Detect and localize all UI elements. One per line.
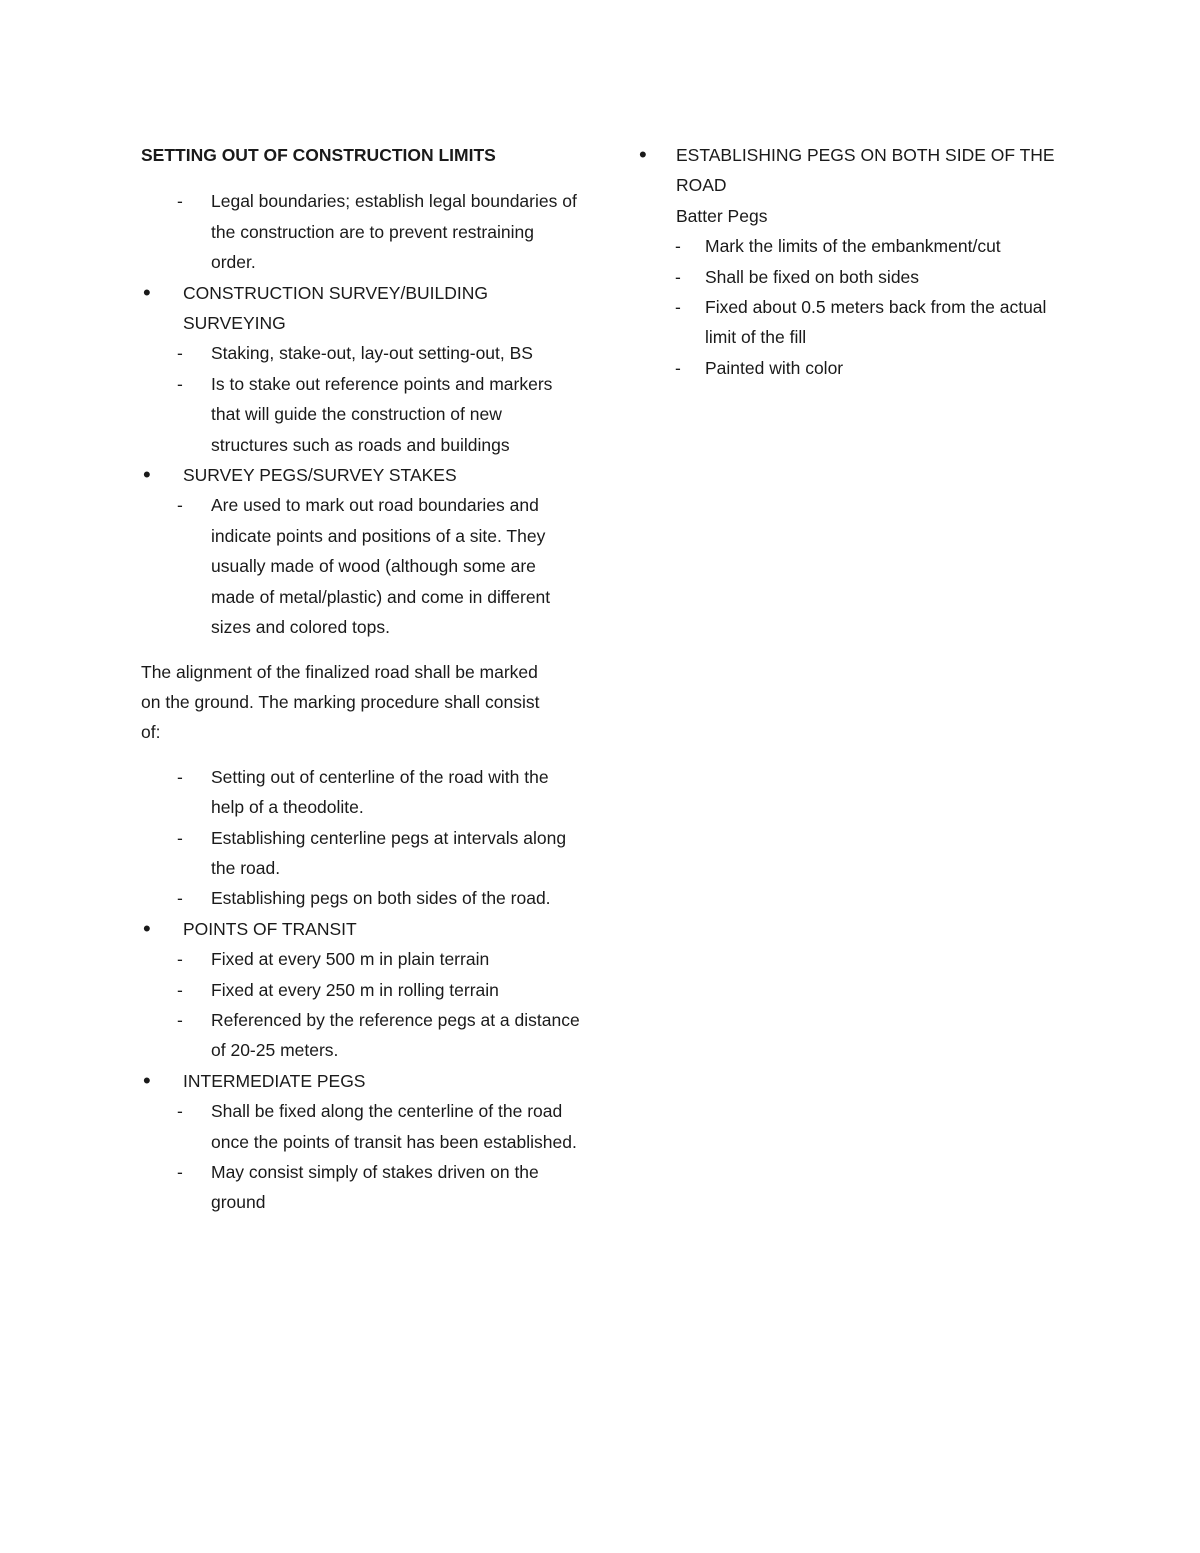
section-heading: • INTERMEDIATE PEGS (183, 1070, 366, 1091)
section-points-of-transit (141, 914, 581, 944)
list-item: - Establishing pegs on both sides of the road. (141, 883, 581, 913)
right-section-list (635, 140, 1075, 383)
list-item: - Fixed at every 500 m in plain terrain (141, 944, 581, 974)
list-item: - May consist simply of stakes driven on the ground (141, 1157, 581, 1218)
subheading-batter-pegs: Batter Pegs (676, 205, 768, 226)
section-heading: • ESTABLISHING PEGS ON BOTH SIDE OF THE ROAD (676, 145, 1055, 196)
list-item: - Mark the limits of the embankment/cut (635, 231, 1075, 261)
list-item: - Referenced by the reference pegs at a distance of 20-25 meters. (141, 1005, 581, 1066)
section-construction-survey (141, 278, 581, 339)
section-survey-pegs (141, 460, 581, 490)
list-item: - Legal boundaries; establish legal boundaries of the construction are to prevent restraining order. (141, 186, 581, 277)
section-list-2 (141, 914, 581, 1218)
section-list-1 (141, 278, 581, 643)
list-item: - Fixed at every 250 m in rolling terrain (141, 975, 581, 1005)
list-item: - Setting out of centerline of the road with the help of a theodolite. (141, 762, 581, 823)
list-item: - Are used to mark out road boundaries and indicate points and positions of a site. They usually made of wood (although some are made of metal/plastic) and come in different sizes and colored tops. (141, 490, 581, 642)
section-heading: • CONSTRUCTION SURVEY/BUILDING SURVEYING (183, 282, 488, 334)
list-item: - Painted with color (635, 353, 1075, 383)
alignment-paragraph: The alignment of the finalized road shall be marked on the ground. The marking procedure shall consist of: (141, 661, 540, 743)
list-item: - Staking, stake-out, lay-out setting-out, BS (141, 338, 581, 368)
section-heading: • SURVEY PEGS/SURVEY STAKES (183, 465, 457, 486)
list-item: - Fixed about 0.5 meters back from the actual limit of the fill (635, 292, 1075, 353)
intro-list (141, 186, 581, 277)
section-heading: • POINTS OF TRANSIT (183, 918, 357, 939)
procedure-list (141, 762, 581, 914)
list-item: - Shall be fixed on both sides (635, 262, 1075, 292)
document-title: SETTING OUT OF CONSTRUCTION LIMITS (141, 145, 496, 165)
section-intermediate-pegs (141, 1066, 581, 1096)
section-establishing-pegs (635, 140, 1075, 201)
list-item: - Establishing centerline pegs at intervals along the road. (141, 823, 581, 884)
left-column (141, 140, 581, 1218)
right-column (635, 140, 1075, 383)
list-item: - Is to stake out reference points and markers that will guide the construction of new structures such as roads and buildings (141, 369, 581, 460)
list-item: - Shall be fixed along the centerline of the road once the points of transit has been established. (141, 1096, 581, 1157)
